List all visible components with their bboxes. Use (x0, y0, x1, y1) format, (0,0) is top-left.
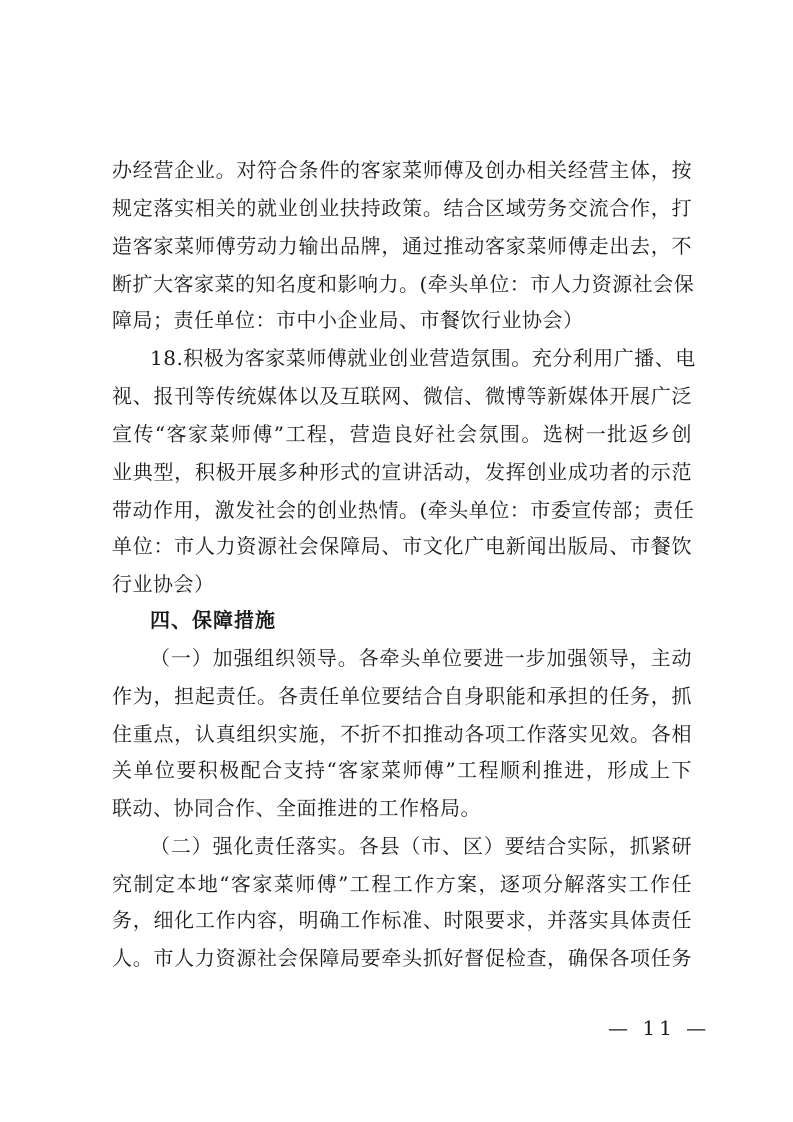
text-line: 单位：市人力资源社会保障局、市文化广电新闻出版局、市餐饮 (112, 534, 692, 558)
text-line: 断扩大客家菜的知名度和影响力。(牵头单位：市人力资源社会保 (112, 272, 695, 296)
page-number: — 11 — (608, 1016, 711, 1040)
text-line: 视、报刊等传统媒体以及互联网、微信、微博等新媒体开展广泛 (112, 384, 692, 408)
text-line: 办经营企业。对符合条件的客家菜师傅及创办相关经营主体，按 (112, 158, 692, 182)
text-line: 障局；责任单位：市中小企业局、市餐饮行业协会） (112, 308, 584, 332)
text-line: （一）加强组织领导。各牵头单位要进一步加强领导，主动 (150, 646, 692, 670)
text-line: 务，细化工作内容，明确工作标准、时限要求，并落实具体责任 (112, 908, 692, 932)
text-line: 行业协会） (112, 572, 215, 596)
text-line: 业典型，积极开展多种形式的宣讲活动，发挥创业成功者的示范 (112, 460, 692, 484)
text-line: 究制定本地“客家菜师傅”工程工作方案，逐项分解落实工作任 (112, 872, 692, 896)
text-line: 18.积极为客家菜师傅就业创业营造氛围。充分利用广播、电 (150, 346, 696, 370)
text-line: 人。市人力资源社会保障局要牵头抓好督促检查，确保各项任务 (112, 946, 692, 970)
text-line: 造客家菜师傅劳动力输出品牌，通过推动客家菜师傅走出去，不 (112, 234, 692, 258)
text-line: 关单位要积极配合支持“客家菜师傅”工程顺利推进，形成上下 (112, 758, 692, 782)
text-line: 住重点，认真组织实施，不折不扣推动各项工作落实见效。各相 (112, 722, 692, 746)
text-line: 规定落实相关的就业创业扶持政策。结合区域劳务交流合作，打 (112, 196, 692, 220)
text-line: 带动作用，激发社会的创业热情。(牵头单位：市委宣传部；责任 (112, 498, 695, 522)
text-line: （二）强化责任落实。各县（市、区）要结合实际，抓紧研 (150, 834, 692, 858)
section-heading: 四、保障措施 (150, 608, 276, 632)
text-line: 联动、协同合作、全面推进的工作格局。 (112, 796, 481, 820)
text-line: 宣传“客家菜师傅”工程，营造良好社会氛围。选树一批返乡创 (112, 422, 692, 446)
text-line: 作为，担起责任。各责任单位要结合自身职能和承担的任务，抓 (112, 684, 692, 708)
